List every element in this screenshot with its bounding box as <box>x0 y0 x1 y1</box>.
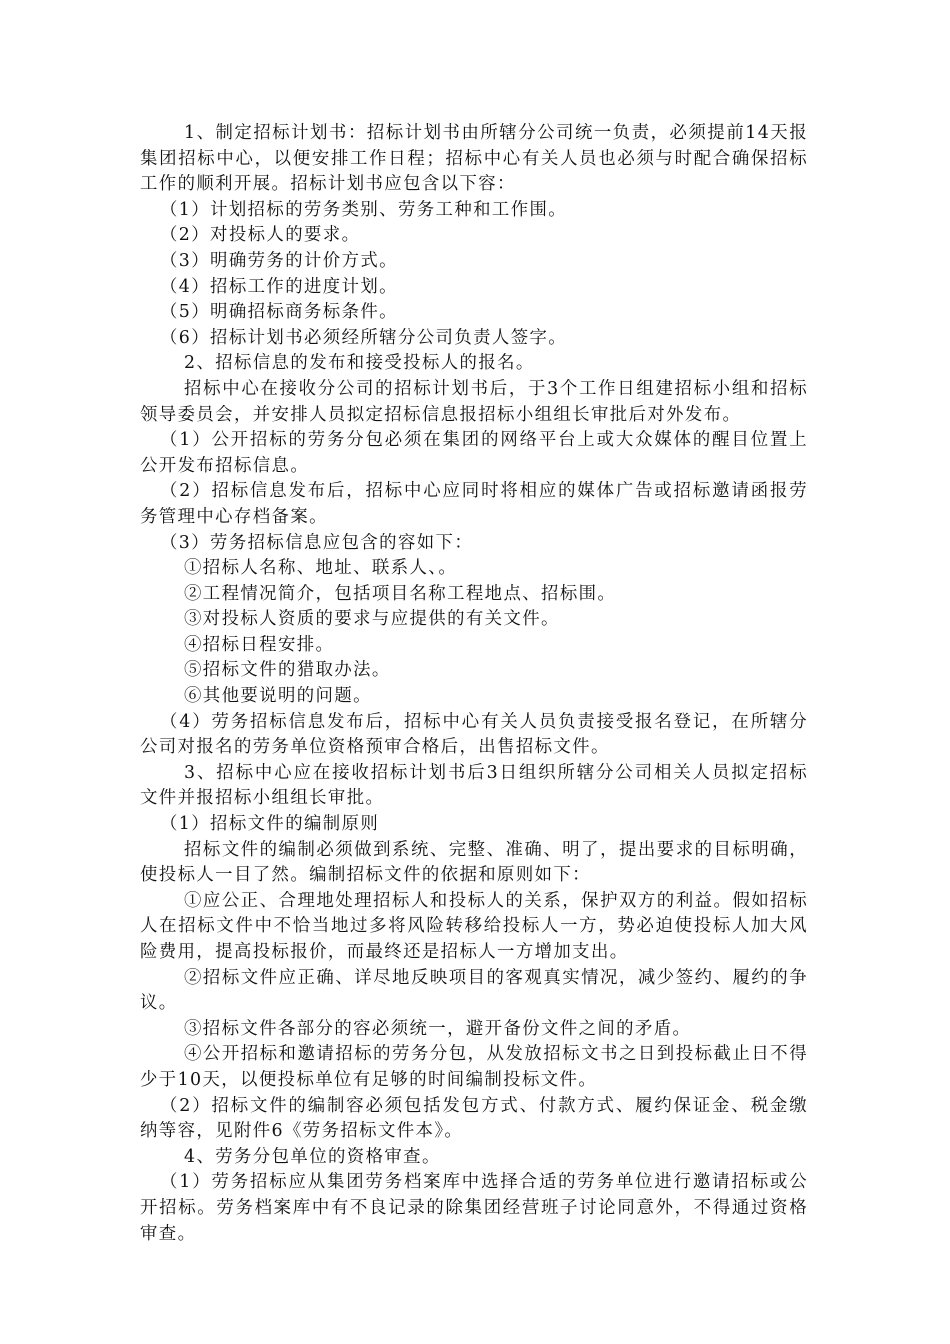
document-paragraph: （1）劳务招标应从集团劳务档案库中选择合适的劳务单位进行邀请招标或公开招标。劳务档案库中有不良记录的除集团经营班子讨论同意外，不得通过资格审查。 <box>140 1172 808 1244</box>
document-paragraph: 招标中心在接收分公司的招标计划书后，于3个工作日组建招标小组和招标领导委员会，并安排人员拟定招标信息报招标小组组长审批后对外发布。 <box>140 378 808 425</box>
document-paragraph: 4、劳务分包单位的资格审查。 <box>184 1146 441 1167</box>
document-paragraph: 招标文件的编制必须做到系统、完整、准确、明了，提出要求的目标明确，使投标人一目了然。编制招标文件的依据和原则如下： <box>140 839 808 886</box>
document-paragraph: ②工程情况简介，包括项目名称工程地点、招标围。 <box>184 583 617 604</box>
document-paragraph: （2）对投标人的要求。 <box>160 225 361 246</box>
document-paragraph: ②招标文件应正确、详尽地反映项目的客观真实情况，减少签约、履约的争议。 <box>140 967 808 1014</box>
document-paragraph: （2）招标信息发布后，招标中心应同时将相应的媒体广告或招标邀请函报劳务管理中心存档备案。 <box>140 481 808 527</box>
document-paragraph: 1、制定招标计划书：招标计划书由所辖分公司统一负责，必须提前14天报集团招标中心，以便安排工作日程；招标中心有关人员也必须与时配合确保招标工作的顺利开展。招标计划书应包含以下容： <box>140 123 808 195</box>
document-paragraph: （1）计划招标的劳务类别、劳务工种和工作围。 <box>160 199 568 220</box>
document-paragraph: （5）明确招标商务标条件。 <box>160 302 398 323</box>
document-paragraph: （2）招标文件的编制容必须包括发包方式、付款方式、履约保证金、税金缴纳等容，见附件6《劳务招标文件本》。 <box>140 1095 808 1142</box>
document-paragraph: ③对投标人资质的要求与应提供的有关文件。 <box>184 609 560 630</box>
document-paragraph: ⑤招标文件的猎取办法。 <box>184 660 391 681</box>
document-paragraph: （3）劳务招标信息应包含的容如下： <box>160 532 474 553</box>
document-paragraph: ③招标文件各部分的容必须统一，避开备份文件之间的矛盾。 <box>184 1018 692 1039</box>
document-paragraph: （3）明确劳务的计价方式。 <box>160 250 398 271</box>
document-paragraph: （6）招标计划书必须经所辖分公司负责人签字。 <box>160 327 568 348</box>
document-paragraph: ④招标日程安排。 <box>184 634 335 655</box>
document-paragraph: （1）招标文件的编制原则 <box>160 814 380 835</box>
document-paragraph: ⑥其他要说明的问题。 <box>184 686 372 707</box>
document-paragraph: ①应公正、合理地处理招标人和投标人的关系，保护双方的利益。假如招标人在招标文件中不恰当地过多将风险转移给投标人一方，势必迫使投标人加大风险费用，提高投标报价，而最终还是招标人一方增加支出。 <box>140 890 808 962</box>
document-paragraph: （1）公开招标的劳务分包必须在集团的网络平台上或大众媒体的醒目位置上公开发布招标信息。 <box>140 430 808 476</box>
document-body <box>140 121 808 1247</box>
document-paragraph: 2、招标信息的发布和接受投标人的报名。 <box>184 353 535 374</box>
document-paragraph: （4）招标工作的进度计划。 <box>160 276 398 297</box>
document-paragraph: ①招标人名称、地址、联系人、。 <box>184 558 458 579</box>
document-paragraph: （4）劳务招标信息发布后，招标中心有关人员负责接受报名登记，在所辖分公司对报名的劳务单位资格预审合格后，出售招标文件。 <box>140 711 808 758</box>
document-paragraph: 3、招标中心应在接收招标计划书后3日组织所辖分公司相关人员拟定招标文件并报招标小组组长审批。 <box>140 762 808 809</box>
document-paragraph: ④公开招标和邀请招标的劳务分包，从发放招标文书之日到投标截止日不得少于10天，以便投标单位有足够的时间编制投标文件。 <box>140 1044 808 1090</box>
